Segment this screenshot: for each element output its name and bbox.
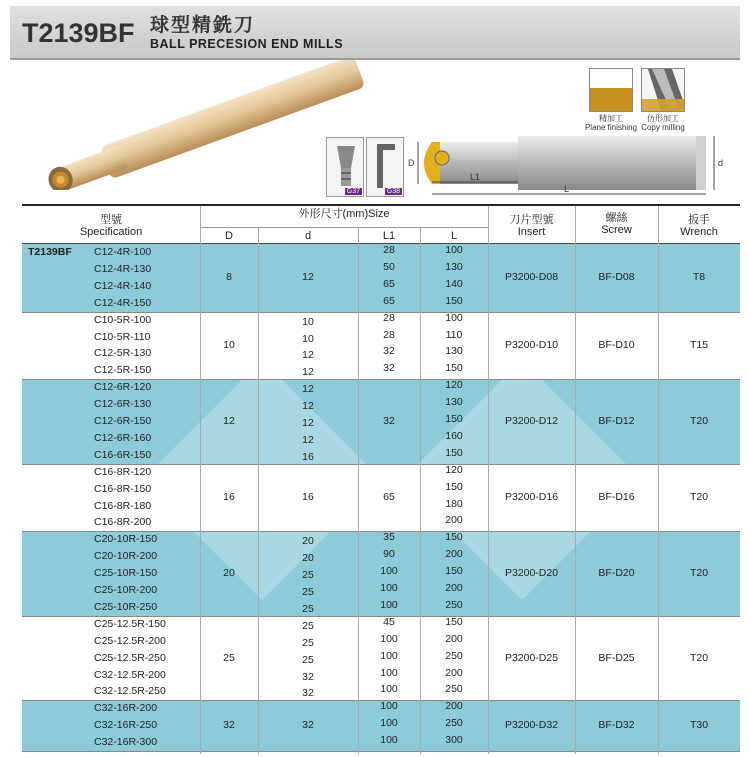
column-divider xyxy=(258,227,259,754)
header-wrench: 扳手 Wrench xyxy=(680,214,718,238)
cell-L1: 65 xyxy=(383,490,395,503)
cell-D: 20 xyxy=(223,567,235,580)
cell-L: 300 xyxy=(445,734,463,747)
cell-L: 250 xyxy=(445,598,463,611)
column-divider xyxy=(200,206,201,754)
cell-L1: 100 xyxy=(380,717,398,730)
cell-L1: 100 xyxy=(380,700,398,713)
insert-code-g37: G37 xyxy=(346,188,360,195)
cell-d: 12 xyxy=(302,433,314,446)
cell-L: 150 xyxy=(445,531,463,544)
cell-spec: C25-10R-250 xyxy=(94,600,158,613)
cell-d: 32 xyxy=(302,719,314,732)
end-mill-photo xyxy=(30,60,370,190)
cell-spec: C12-5R-130 xyxy=(94,347,152,360)
header-insert: 刀片型號 Insert xyxy=(509,214,554,238)
cell-spec: C16-8R-150 xyxy=(94,482,152,495)
cell-d: 20 xyxy=(302,552,314,565)
cell-screw: BF-D16 xyxy=(598,490,635,503)
cell-wrench: T20 xyxy=(689,567,709,580)
cell-spec: C25-12.5R-200 xyxy=(94,634,166,647)
cell-spec: C12-4R-130 xyxy=(94,262,152,275)
column-divider xyxy=(488,206,489,754)
insert-screw-icon xyxy=(326,137,364,197)
cell-D: 25 xyxy=(223,651,235,664)
cell-spec: C16-8R-180 xyxy=(94,499,152,512)
cell-spec: C32-12.5R-250 xyxy=(94,685,166,698)
cell-L: 130 xyxy=(445,260,463,273)
cell-insert: P3200-D16 xyxy=(504,490,559,503)
cell-L: 250 xyxy=(445,649,463,662)
cell-spec: C32-16R-250 xyxy=(94,719,158,732)
cell-L: 150 xyxy=(445,565,463,578)
cell-L: 150 xyxy=(445,446,463,459)
wrench-icon xyxy=(366,137,404,197)
cell-d: 12 xyxy=(302,417,314,429)
cell-insert: P3200-D10 xyxy=(504,338,559,351)
cell-spec: C20-10R-150 xyxy=(94,533,158,546)
cell-spec: C10-5R-110 xyxy=(94,330,151,343)
cell-L: 130 xyxy=(445,345,463,358)
header-screw: 螺絲 Screw xyxy=(601,212,632,236)
copy-milling-icon xyxy=(641,68,685,112)
column-divider xyxy=(575,206,576,754)
cell-L1: 100 xyxy=(380,582,398,594)
header-spec: 型號 Specification xyxy=(79,214,143,238)
cell-L: 100 xyxy=(445,311,463,324)
cell-spec: C25-10R-200 xyxy=(94,584,158,596)
title-chinese: 球型精銑刀 xyxy=(150,14,256,36)
cell-spec: C12-6R-150 xyxy=(94,415,152,427)
cell-insert: P3200-D12 xyxy=(504,414,559,427)
cell-L1: 50 xyxy=(383,260,395,273)
specification-table xyxy=(22,204,740,752)
header-L: L xyxy=(450,230,458,242)
cell-L1: 35 xyxy=(383,531,395,544)
cell-D: 12 xyxy=(223,414,235,427)
cell-spec: C20-10R-200 xyxy=(94,550,158,563)
column-divider xyxy=(420,227,421,754)
cell-spec: C32-12.5R-200 xyxy=(94,668,166,681)
cell-spec: C12-6R-130 xyxy=(94,398,152,411)
cell-L: 200 xyxy=(445,666,463,679)
cell-L: 150 xyxy=(445,480,463,493)
cell-screw: BF-D20 xyxy=(598,567,635,580)
cell-L: 200 xyxy=(445,582,463,594)
series-label: T2139BF xyxy=(28,246,72,258)
cell-spec: C25-12.5R-250 xyxy=(94,651,166,664)
cell-d: 25 xyxy=(302,569,314,582)
cell-wrench: T20 xyxy=(689,414,709,427)
cell-L1: 100 xyxy=(380,649,398,662)
cell-L1: 100 xyxy=(380,565,398,578)
cell-L1: 65 xyxy=(383,277,395,290)
cell-screw: BF-D32 xyxy=(598,719,635,732)
model-code: T2139BF xyxy=(22,18,135,48)
cell-L1: 100 xyxy=(380,666,398,679)
cell-spec: C16-8R-120 xyxy=(94,465,152,478)
column-divider xyxy=(658,206,659,754)
header-d: d xyxy=(304,230,312,242)
cell-spec: C16-6R-150 xyxy=(94,448,152,461)
cell-d: 25 xyxy=(302,636,314,649)
cell-d: 32 xyxy=(302,687,314,700)
cell-wrench: T20 xyxy=(689,651,709,664)
cell-d: 32 xyxy=(302,670,314,683)
cell-L1: 45 xyxy=(383,615,395,628)
cell-L1: 28 xyxy=(383,244,395,256)
cell-L: 200 xyxy=(445,700,463,713)
label-d: d xyxy=(718,158,724,168)
cell-spec: C32-16R-200 xyxy=(94,702,158,715)
insert-code-g38: G38 xyxy=(386,188,400,195)
cell-L1: 100 xyxy=(380,632,398,645)
dimension-diagram xyxy=(404,128,740,204)
header-D: D xyxy=(225,230,233,242)
cell-L: 150 xyxy=(445,362,463,375)
cell-L: 140 xyxy=(445,277,463,290)
cell-wrench: T15 xyxy=(689,338,709,351)
cell-d: 12 xyxy=(302,400,314,413)
cell-L: 100 xyxy=(445,244,463,256)
cell-L: 160 xyxy=(445,429,463,442)
column-divider xyxy=(358,227,359,754)
cell-d: 10 xyxy=(302,332,314,345)
cell-d: 16 xyxy=(302,450,314,463)
cell-L: 250 xyxy=(445,683,463,696)
header-size-group: 外形尺寸(mm)Size xyxy=(298,208,390,220)
cell-wrench: T8 xyxy=(692,271,706,284)
cell-insert: P3200-D32 xyxy=(504,719,559,732)
cell-screw: BF-D08 xyxy=(598,271,635,284)
cell-spec: C16-8R-200 xyxy=(94,516,152,529)
cell-L1: 100 xyxy=(380,683,398,696)
cell-L: 200 xyxy=(445,548,463,561)
header-L1: L1 xyxy=(382,230,396,242)
cell-spec: C25-10R-150 xyxy=(94,567,158,580)
cell-L1: 28 xyxy=(383,328,395,341)
cell-screw: BF-D25 xyxy=(598,651,635,664)
cell-d: 25 xyxy=(302,653,314,666)
plane-finishing-icon xyxy=(589,68,633,112)
cell-d: 25 xyxy=(302,602,314,615)
cell-L: 150 xyxy=(445,615,463,628)
cell-L: 120 xyxy=(445,379,463,392)
cell-L1: 90 xyxy=(383,548,395,561)
cell-L: 130 xyxy=(445,396,463,409)
cell-L: 120 xyxy=(445,463,463,476)
cell-L1: 65 xyxy=(383,294,395,307)
cell-spec: C12-6R-160 xyxy=(94,431,152,444)
cell-spec: C25-12.5R-150 xyxy=(94,617,166,630)
cell-spec: C12-4R-100 xyxy=(94,246,152,258)
cell-L1: 28 xyxy=(383,311,395,324)
cell-wrench: T30 xyxy=(689,719,709,732)
cell-D: 16 xyxy=(223,490,235,503)
cell-spec: C12-6R-120 xyxy=(94,381,152,394)
cell-L: 110 xyxy=(445,328,463,341)
cell-spec: C32-16R-300 xyxy=(94,736,158,749)
cell-D: 10 xyxy=(223,338,235,351)
cell-d: 20 xyxy=(302,535,314,548)
cell-L1: 100 xyxy=(380,598,398,611)
cell-L1: 32 xyxy=(383,414,395,427)
cell-L1: 100 xyxy=(380,734,398,747)
cell-insert: P3200-D20 xyxy=(504,567,559,580)
label-L1: L1 xyxy=(470,172,481,182)
copy-milling-caption: 仿形加工 Copy milling xyxy=(641,114,685,132)
cell-spec: C12-4R-140 xyxy=(94,279,152,292)
cell-L: 200 xyxy=(445,632,463,645)
cell-insert: P3200-D25 xyxy=(504,651,559,664)
plane-finishing-caption: 精加工 Plane finishing xyxy=(584,114,638,132)
label-D: D xyxy=(408,158,415,168)
cell-L: 200 xyxy=(445,514,463,527)
title-english: BALL PRECESION END MILLS xyxy=(150,37,344,51)
cell-L: 250 xyxy=(445,717,463,730)
cell-d: 16 xyxy=(302,490,314,503)
cell-L: 150 xyxy=(445,413,463,425)
cell-spec: C12-5R-150 xyxy=(94,364,152,377)
cell-L: 150 xyxy=(445,294,463,307)
cell-screw: BF-D10 xyxy=(598,338,635,351)
cell-L: 180 xyxy=(445,497,463,510)
cell-d: 10 xyxy=(302,315,314,328)
cell-d: 25 xyxy=(302,586,314,598)
cell-L1: 32 xyxy=(383,362,395,375)
cell-d: 12 xyxy=(302,349,314,362)
cell-L1: 32 xyxy=(383,345,395,358)
group-divider xyxy=(22,751,740,752)
cell-spec: C10-5R-100 xyxy=(94,313,152,326)
cell-d: 12 xyxy=(302,383,314,396)
cell-D: 32 xyxy=(223,719,235,732)
cell-insert: P3200-D08 xyxy=(504,271,559,284)
cell-d: 12 xyxy=(302,366,314,379)
label-L: L xyxy=(564,184,570,194)
cell-screw: BF-D12 xyxy=(598,414,635,427)
cell-D: 8 xyxy=(226,271,232,284)
cell-d: 25 xyxy=(302,619,314,632)
cell-d: 12 xyxy=(302,271,314,284)
title-bar xyxy=(10,6,740,60)
cell-spec: C12-4R-150 xyxy=(94,296,152,309)
cell-wrench: T20 xyxy=(689,490,709,503)
